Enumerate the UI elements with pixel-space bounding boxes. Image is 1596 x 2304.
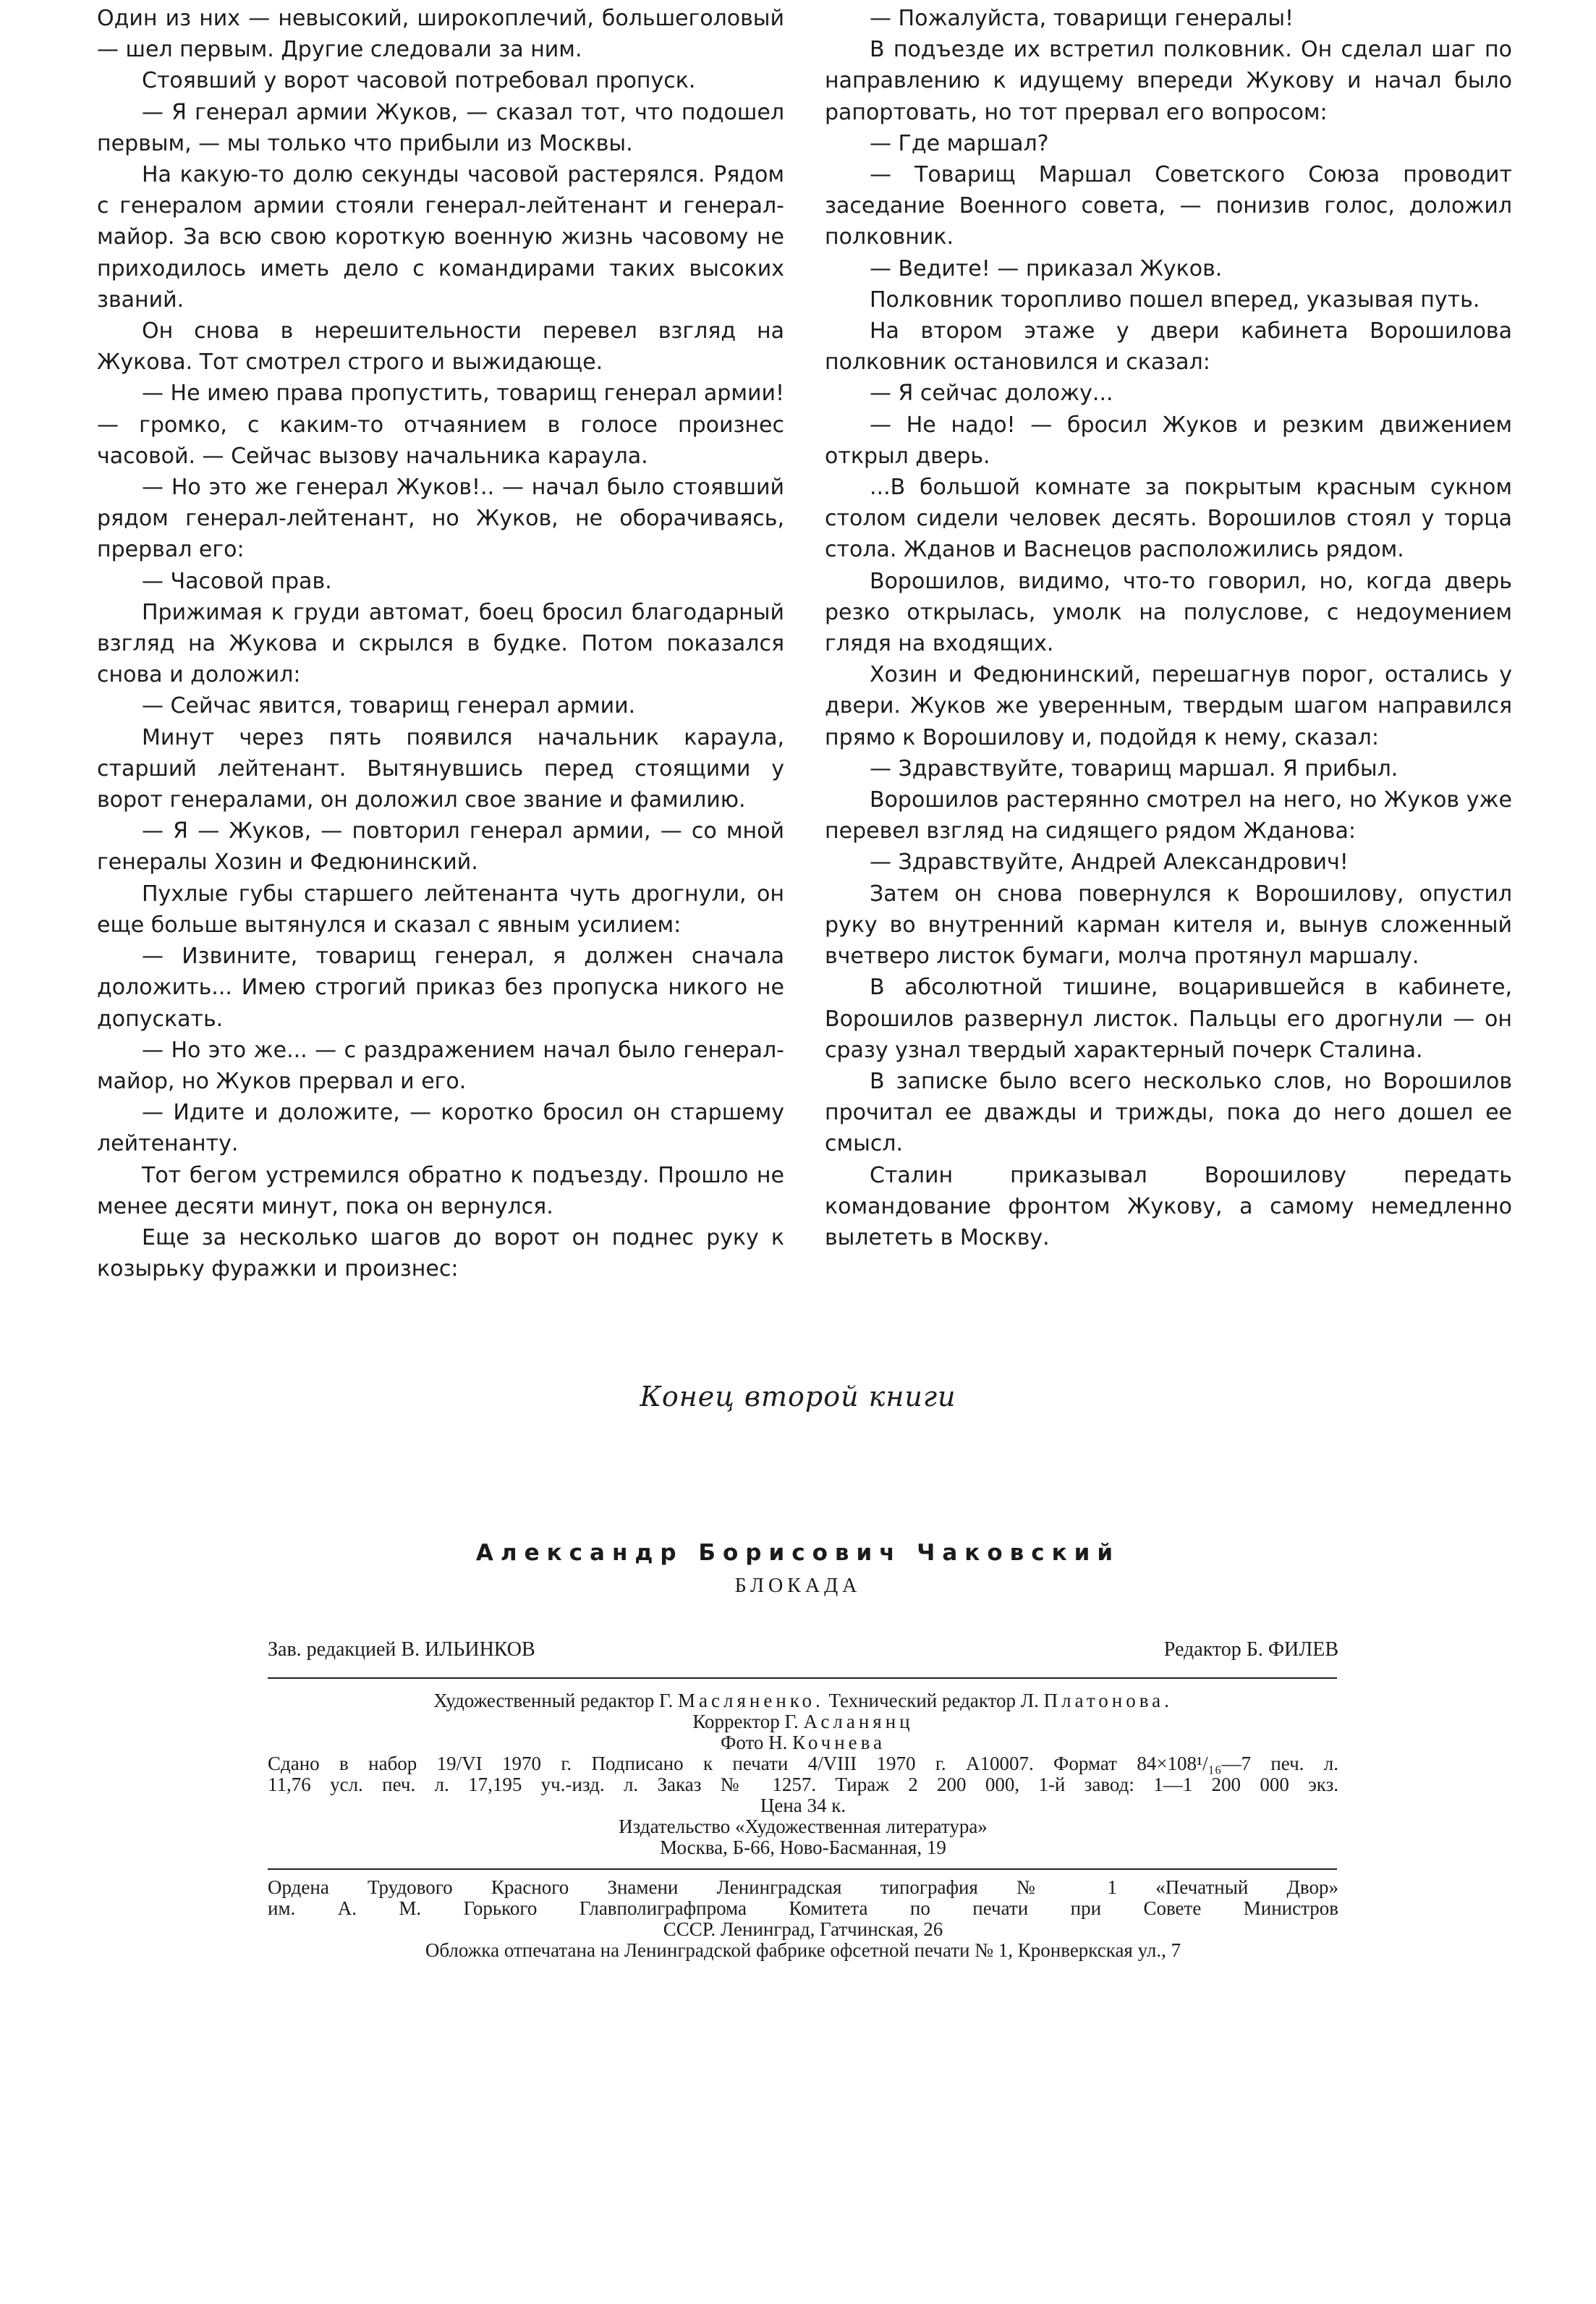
book-ending-line: Конец второй книги	[640, 1381, 956, 1413]
paragraph: — Часовой прав.	[142, 568, 332, 594]
paragraph: — Не надо! — бросил Жуков и резким движением открыл дверь.	[825, 412, 1512, 469]
paragraph: Ворошилов, видимо, что-то говорил, но, когда дверь резко открылась, умолк на полуслове, с недоумением глядя на входящих.	[825, 568, 1512, 657]
paragraph: Полковник торопливо пошел вперед, указывая путь.	[870, 287, 1480, 313]
credits-block	[268, 1690, 1338, 1858]
price: Цена 34 к.	[760, 1795, 846, 1816]
paragraph: Минут через пять появился начальник караула, старший лейтенант. Вытянувшись перед стоящими у ворот генералами, он доложил свое звание и фамилию.	[97, 724, 784, 813]
book-title: БЛОКАДА	[734, 1575, 862, 1597]
printer-line-4: Обложка отпечатана на Ленинградской фабрике офсетной печати № 1, Кронверкская ул., 7	[425, 1939, 1181, 1961]
paragraph: В записке было всего несколько слов, но Ворошилов прочитал ее дважды и трижды, пока до него дошел ее смысл.	[825, 1068, 1512, 1157]
text-column-right	[825, 3, 1512, 1253]
paragraph: — Идите и доложите, — коротко бросил он старшему лейтенанту.	[97, 1100, 784, 1157]
corrector-name: Асланянц	[803, 1711, 914, 1732]
paragraph: ...В большой комнате за покрытым красным сукном столом сидели человек десять. Ворошилов стоял у торца стола. Жданов и Васнецов расположились рядом.	[825, 475, 1512, 563]
paragraph: Он снова в нерешительности перевел взгляд на Жукова. Тот смотрел строго и выжидающе.	[97, 318, 784, 376]
photo-line: Фото Н. Кочнева	[720, 1732, 886, 1753]
paragraph: Один из них — невысокий, широкоплечий, большеголовый — шел первым. Другие следовали за ним.	[97, 6, 784, 63]
printer-block	[268, 1877, 1338, 1961]
photo-name: Кочнева	[792, 1732, 886, 1753]
paragraph: — Ведите! — приказал Жуков.	[870, 255, 1223, 281]
editor: Редактор Б. ФИЛЕВ	[1163, 1638, 1338, 1661]
art-editor-name: Масляненко.	[678, 1690, 824, 1711]
print-data-line-1: Сдано в набор 19/VI 1970 г. Подписано к печати 4/VIII 1970 г. А10007. Формат 84×108¹/₁₆—7 печ. л.	[268, 1753, 1338, 1774]
corrector-line: Корректор Г. Асланянц	[692, 1711, 914, 1732]
paragraph: — Я — Жуков, — повторил генерал армии, — со мной генералы Хозин и Федюнинский.	[97, 818, 784, 876]
paragraph: В абсолютной тишине, воцарившейся в кабинете, Ворошилов развернул листок. Пальцы его дрогнули — он сразу узнал твердый характерный почерк Сталина.	[825, 975, 1512, 1063]
author-name: Александр Борисович Чаковский	[475, 1540, 1121, 1566]
publisher-address: Москва, Б-66, Ново-Басманная, 19	[660, 1837, 946, 1858]
paragraph: Хозин и Федюнинский, перешагнув порог, остались у двери. Жуков же уверенным, твердым шагом направился прямо к Ворошилову и, подойдя к нему, сказал:	[825, 662, 1512, 750]
paragraph: — Здравствуйте, товарищ маршал. Я прибыл.	[870, 755, 1398, 782]
paragraph: Пухлые губы старшего лейтенанта чуть дрогнули, он еще больше вытянулся и сказал с явным усилием:	[97, 881, 784, 938]
paragraph: Еще за несколько шагов до ворот он поднес руку к козырьку фуражки и произнес:	[97, 1224, 784, 1282]
paragraph: — Но это же... — с раздражением начал было генерал-майор, но Жуков прервал и его.	[97, 1037, 784, 1094]
paragraph: — Не имею права пропустить, товарищ генерал армии! — громко, с каким-то отчаянием в голосе произнес часовой. — Сейчас вызову начальника караула.	[97, 381, 784, 469]
paragraph: Затем он снова повернулся к Ворошилову, опустил руку во внутренний карман кителя и, вынув сложенный вчетверо листок бумаги, молча протянул маршалу.	[825, 881, 1512, 970]
printer-line-3: СССР. Ленинград, Гатчинская, 26	[663, 1918, 943, 1940]
paragraph: — Сейчас явится, товарищ генерал армии.	[142, 693, 636, 719]
paragraph: Стоявший у ворот часовой потребовал пропуск.	[142, 68, 696, 94]
tech-editor-name: Платонова.	[1043, 1690, 1173, 1711]
paragraph: — Где маршал?	[870, 130, 1049, 156]
paragraph: — Я генерал армии Жуков, — сказал тот, что подошел первым, — мы только что прибыли из Москвы.	[97, 99, 784, 156]
publisher: Издательство «Художественная литература»	[619, 1816, 988, 1837]
divider-top	[268, 1677, 1337, 1679]
editors-credits-line: Художественный редактор Г. Масляненко. Технический редактор Л. Платонова.	[433, 1690, 1173, 1711]
print-data-line-2: 11,76 усл. печ. л. 17,195 уч.-изд. л. Заказ № 1257. Тираж 2 200 000, 1-й завод: 1—1 200 000 экз.	[268, 1774, 1338, 1795]
paragraph: Сталин приказывал Ворошилову передать командование фронтом Жукову, а самому немедленно вылететь в Москву.	[825, 1162, 1512, 1250]
printer-line-2: им. А. М. Горького Главполиграфпрома Комитета по печати при Совете Министров	[268, 1897, 1338, 1919]
paragraph: Прижимая к груди автомат, боец бросил благодарный взгляд на Жукова и скрылся в будке. Потом показался снова и доложил:	[97, 599, 784, 688]
paragraph: — Пожалуйста, товарищи генералы!	[870, 6, 1294, 31]
paragraph: — Извините, товарищ генерал, я должен сначала доложить... Имею строгий приказ без пропуска никого не допускать.	[97, 944, 784, 1032]
paragraph: На втором этаже у двери кабинета Ворошилова полковник остановился и сказал:	[825, 318, 1512, 376]
divider-bottom	[268, 1868, 1337, 1870]
chief-editor: Зав. редакцией В. ИЛЬИНКОВ	[268, 1638, 535, 1661]
paragraph: — Товарищ Маршал Советского Союза проводит заседание Военного совета, — понизив голос, доложил полковник.	[825, 162, 1512, 250]
printer-line-1: Ордена Трудового Красного Знамени Ленинградская типография № 1 «Печатный Двор»	[268, 1876, 1338, 1898]
paragraph: Тот бегом устремился обратно к подъезду. Прошло не менее десяти минут, пока он вернулся.	[97, 1162, 784, 1219]
text-column-left	[97, 3, 784, 1284]
paragraph: — Здравствуйте, Андрей Александрович!	[870, 850, 1349, 876]
editors-line	[268, 1638, 1338, 1661]
paragraph: — Я сейчас доложу...	[870, 381, 1113, 407]
paragraph: — Но это же генерал Жуков!.. — начал было стоявший рядом генерал-лейтенант, но Жуков, не оборачиваясь, прервал его:	[97, 475, 784, 563]
paragraph: В подъезде их встретил полковник. Он сделал шаг по направлению к идущему впереди Жукову и начал было рапортовать, но тот прервал его вопросом:	[825, 37, 1512, 125]
paragraph: Ворошилов растерянно смотрел на него, но Жуков уже перевел взгляд на сидящего рядом Жданова:	[825, 787, 1512, 844]
paragraph: На какую-то долю секунды часовой растерялся. Рядом с генералом армии стояли генерал-лейтенант и генерал-майор. За всю свою короткую военную жизнь часовому не приходилось иметь дело с командирами таких высоких званий.	[97, 162, 784, 313]
